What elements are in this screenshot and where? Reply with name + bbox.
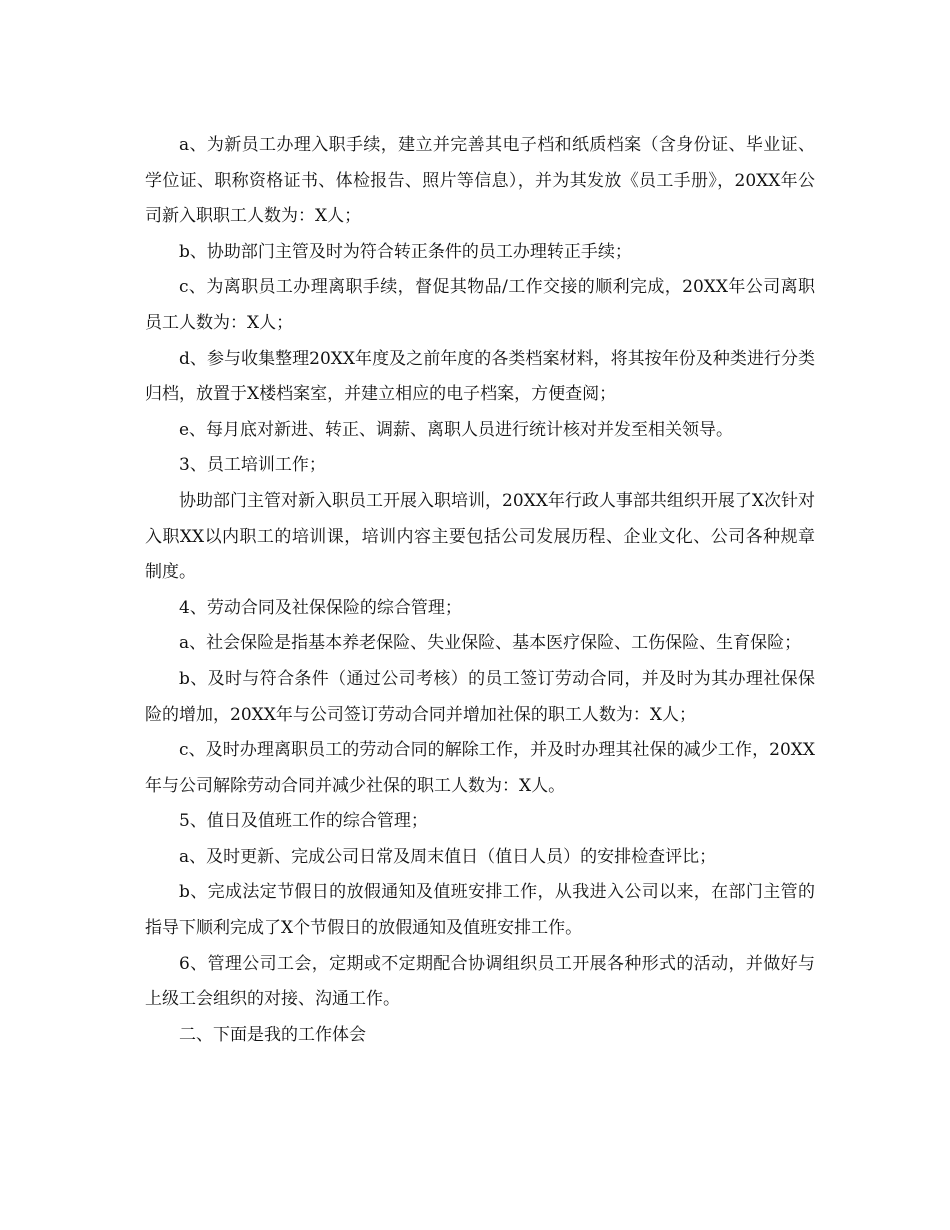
paragraph-contract-termination: c、及时办理离职员工的劳动合同的解除工作，并及时办理其社保的减少工作，20XX年与公司解除劳动合同并减少社保的职工人数为：X人。	[145, 740, 815, 796]
paragraph-onboarding: a、为新员工办理入职手续，建立并完善其电子档和纸质档案（含身份证、毕业证、学位证、职称资格证书、体检报告、照片等信息），并为其发放《员工手册》，20XX年公司新入职职工人数为：X人；	[145, 135, 815, 227]
paragraph-probation: b、协助部门主管及时为符合转正条件的员工办理转正手续；	[179, 241, 632, 262]
paragraph-social-insurance: a、社会保险是指基本养老保险、失业保险、基本医疗保险、工伤保险、生育保险；	[179, 633, 802, 654]
heading-duty: 5、值日及值班工作的综合管理；	[179, 811, 428, 832]
paragraph-archiving: d、参与收集整理20XX年度及之前年度的各类档案材料，将其按年份及种类进行分类归档，放置于X楼档案室，并建立相应的电子档案，方便查阅；	[145, 348, 815, 405]
paragraph-contract-signing: b、及时与符合条件（通过公司考核）的员工签订劳动合同，并及时为其办理社保保险的增加，20XX年与公司签订劳动合同并增加社保的职工人数为：X人；	[145, 668, 815, 725]
paragraph-training: 协助部门主管对新入职员工开展入职培训，20XX年行政人事部共组织开展了X次针对入职XX以内职工的培训课，培训内容主要包括公司发展历程、企业文化、公司各种规章制度。	[145, 490, 815, 583]
document-body	[145, 128, 815, 1053]
paragraph-resignation: c、为离职员工办理离职手续，督促其物品/工作交接的顺利完成，20XX年公司离职员工人数为：X人；	[145, 277, 815, 333]
paragraph-holiday-notice: b、完成法定节假日的放假通知及值班安排工作，从我进入公司以来，在部门主管的指导下顺利完成了X个节假日的放假通知及值班安排工作。	[145, 882, 815, 939]
paragraph-union: 6、管理公司工会，定期或不定期配合协调组织员工开展各种形式的活动，并做好与上级工会组织的对接、沟通工作。	[145, 953, 815, 1010]
heading-training: 3、员工培训工作；	[179, 455, 326, 476]
heading-experience: 二、下面是我的工作体会	[179, 1024, 366, 1045]
paragraph-duty-schedule: a、及时更新、完成公司日常及周末值日（值日人员）的安排检查评比；	[179, 846, 717, 867]
paragraph-monthly-stats: e、每月底对新进、转正、调薪、离职人员进行统计核对并发至相关领导。	[179, 419, 734, 440]
heading-contracts: 4、劳动合同及社保保险的综合管理；	[179, 597, 462, 618]
